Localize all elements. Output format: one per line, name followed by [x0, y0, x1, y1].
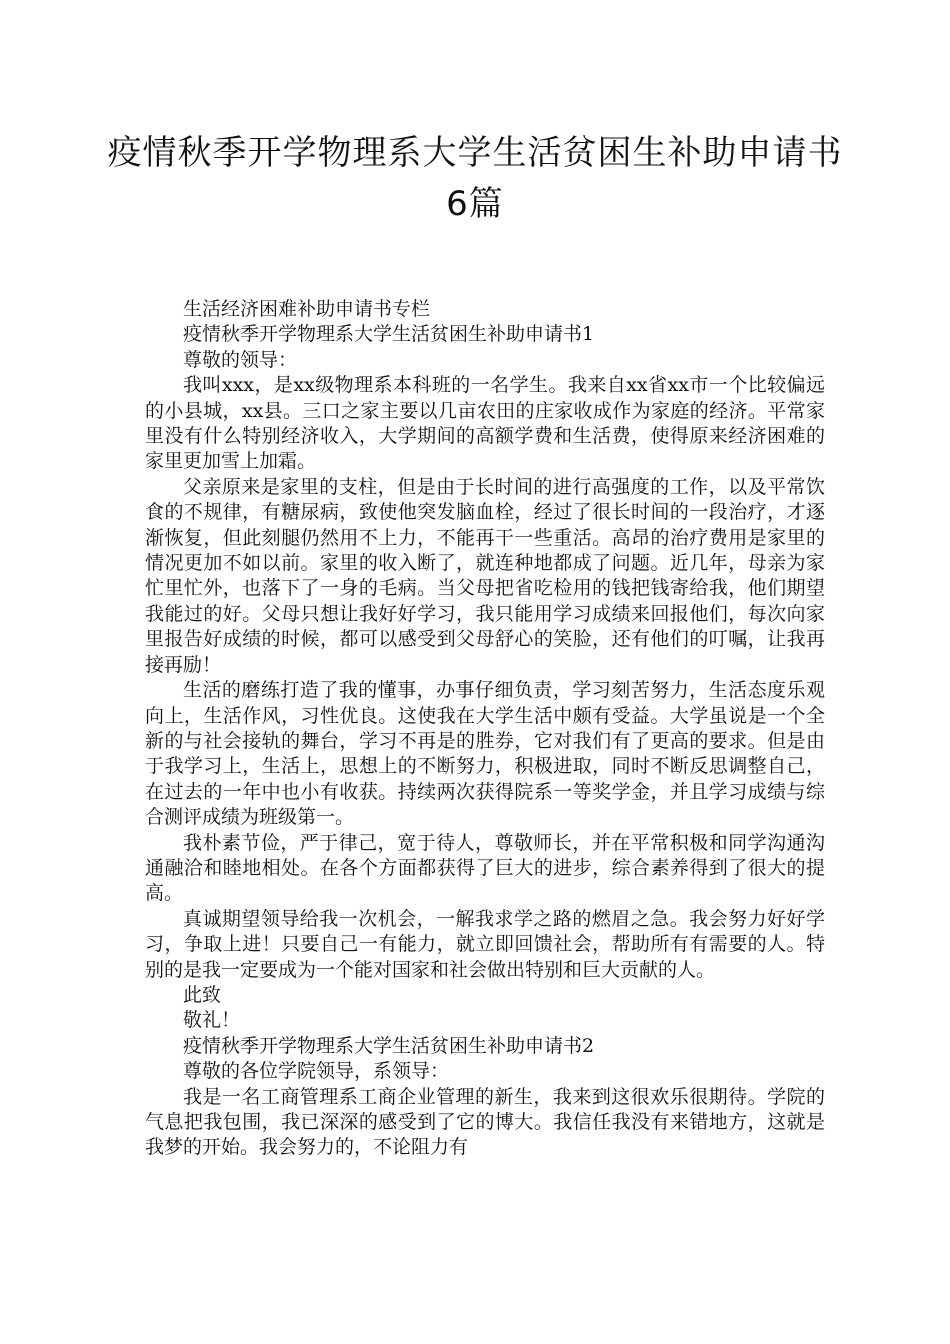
body-paragraph: 我叫xxx，是xx级物理系本科班的一名学生。我来自xx省xx市一个比较偏远的小县城，xx县。三口之家主要以几亩农田的庄家收成作为家庭的经济。平常家里没有什么特别经济收入，大学期间的高额学费和生活费，使得原来经济困难的家里更加雪上加霜。	[145, 374, 825, 473]
document-body	[145, 297, 825, 1161]
document-title: 疫情秋季开学物理系大学生活贫困生补助申请书6篇	[107, 133, 843, 224]
body-paragraph: 生活的磨练打造了我的懂事，办事仔细负责，学习刻苦努力，生活态度乐观向上，生活作风，习性优良。这使我在大学生活中颇有受益。大学虽说是一个全新的与社会接轨的舞台，学习不再是的胜券，它对我们有了更高的要求。但是由于我学习上，生活上，思想上的不断努力，积极进取，同时不断反思调整自己，在过去的一年中也小有收获。持续两次获得院系一等奖学金，并且学习成绩与综合测评成绩为班级第一。	[145, 679, 825, 829]
salutation: 尊敬的领导：	[183, 348, 298, 371]
section-heading: 生活经济困难补助申请书专栏	[183, 298, 431, 320]
body-paragraph: 我是一名工商管理系工商企业管理的新生，我来到这很欢乐很期待。学院的气息把我包围，我已深深的感受到了它的博大。我信任我没有来错地方，这就是我梦的开始。我会努力的，不论阻力有	[145, 1085, 825, 1159]
body-paragraph: 真诚期望领导给我一次机会，一解我求学之路的燃眉之急。我会努力好好学习，争取上进！只要自己一有能力，就立即回馈社会，帮助所有有需要的人。特别的是我一定要成为一个能对国家和社会做出特别和巨大贡献的人。	[145, 907, 825, 981]
body-paragraph: 父亲原来是家里的支柱，但是由于长时间的进行高强度的工作，以及平常饮食的不规律，有糖尿病，致使他突发脑血栓，经过了很长时间的一段治疗，才逐渐恢复，但此刻腿仍然用不上力，不能再干一些重活。高昂的治疗费用是家里的情况更加不如以前。家里的收入断了，就连种地都成了问题。近几年，母亲为家忙里忙外，也落下了一身的毛病。当父母把省吃检用的钱把钱寄给我，他们期望我能过的好。父母只想让我好好学习，我只能用学习成绩来回报他们，每次向家里报告好成绩的时候，都可以感受到父母舒心的笑脸，还有他们的叮嘱，让我再接再励！	[145, 475, 825, 676]
closing-line: 此致	[183, 983, 222, 1006]
letter-title: 疫情秋季开学物理系大学生活贫困生补助申请书2	[183, 1034, 595, 1057]
body-paragraph: 我朴素节俭，严于律己，宽于待人，尊敬师长，并在平常积极和同学沟通沟通融洽和睦地相处。在各个方面都获得了巨大的进步，综合素养得到了很大的提高。	[145, 831, 825, 905]
closing-line: 敬礼！	[183, 1009, 241, 1032]
letter-title: 疫情秋季开学物理系大学生活贫困生补助申请书1	[183, 323, 595, 346]
salutation: 尊敬的各位学院领导，系领导：	[183, 1060, 450, 1083]
